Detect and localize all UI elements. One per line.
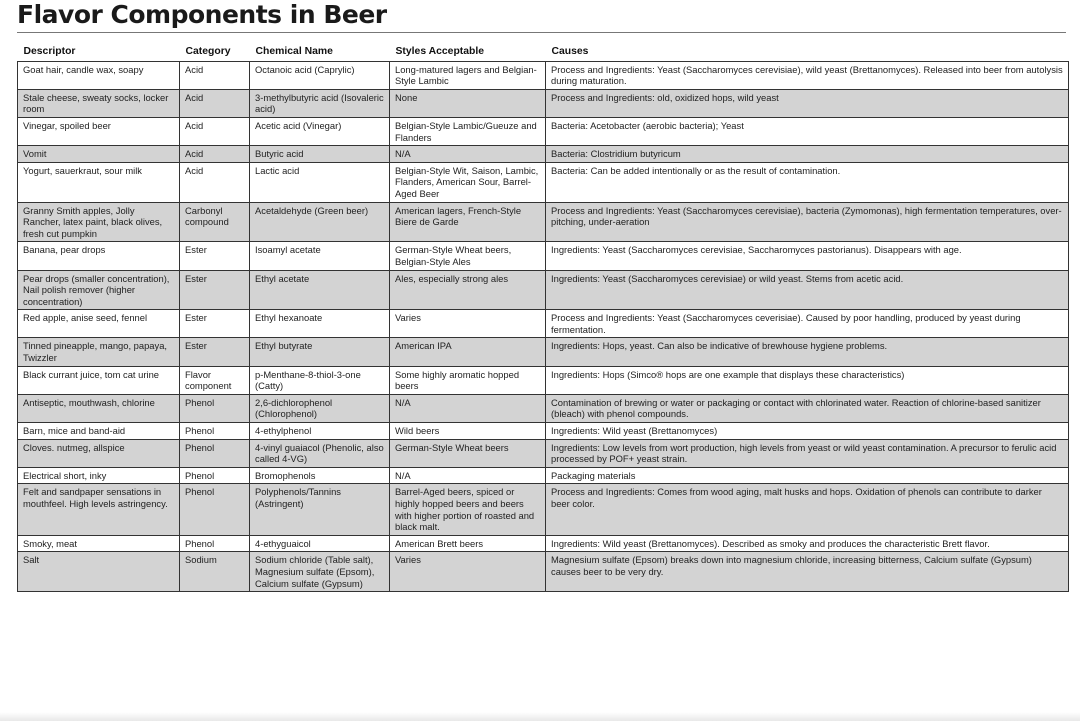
descriptor-cell: Felt and sandpaper sensations in mouthfeel. High levels astringency. bbox=[18, 484, 180, 535]
chemical-name-cell: Lactic acid bbox=[250, 162, 390, 202]
chemical-name-cell: 3-methylbutyric acid (Isovaleric acid) bbox=[250, 89, 390, 117]
category-cell: Phenol bbox=[180, 484, 250, 535]
table-row bbox=[18, 146, 1069, 163]
chemical-name-cell: Ethyl butyrate bbox=[250, 338, 390, 366]
styles-cell: Varies bbox=[390, 310, 546, 338]
causes-cell: Ingredients: Hops, yeast. Can also be indicative of brewhouse hygiene problems. bbox=[546, 338, 1069, 366]
causes-cell: Ingredients: Hops (Simco® hops are one example that displays these characteristics) bbox=[546, 366, 1069, 394]
descriptor-cell: Stale cheese, sweaty socks, locker room bbox=[18, 89, 180, 117]
styles-cell: N/A bbox=[390, 394, 546, 422]
causes-cell: Ingredients: Yeast (Saccharomyces cerevisiae, Saccharomyces pastorianus). Disappears with age. bbox=[546, 242, 1069, 270]
title-divider bbox=[17, 32, 1066, 33]
table-row bbox=[18, 117, 1069, 145]
causes-cell: Bacteria: Can be added intentionally or as the result of contamination. bbox=[546, 162, 1069, 202]
table-row bbox=[18, 366, 1069, 394]
descriptor-cell: Tinned pineapple, mango, papaya, Twizzler bbox=[18, 338, 180, 366]
category-cell: Ester bbox=[180, 242, 250, 270]
styles-cell: Long-matured lagers and Belgian-Style Lambic bbox=[390, 61, 546, 89]
descriptor-cell: Pear drops (smaller concentration), Nail polish remover (higher concentration) bbox=[18, 270, 180, 310]
descriptor-cell: Yogurt, sauerkraut, sour milk bbox=[18, 162, 180, 202]
causes-cell: Process and Ingredients: Yeast (Saccharomyces cerevisiae), wild yeast (Brettanomyces). Released into beer from autolysis during maturation. bbox=[546, 61, 1069, 89]
styles-cell: German-Style Wheat beers bbox=[390, 439, 546, 467]
table-row bbox=[18, 535, 1069, 552]
styles-cell: Belgian-Style Wit, Saison, Lambic, Flanders, American Sour, Barrel-Aged Beer bbox=[390, 162, 546, 202]
chemical-name-cell: Ethyl acetate bbox=[250, 270, 390, 310]
styles-cell: Varies bbox=[390, 552, 546, 592]
causes-cell: Packaging materials bbox=[546, 467, 1069, 484]
descriptor-cell: Barn, mice and band-aid bbox=[18, 423, 180, 440]
descriptor-cell: Goat hair, candle wax, soapy bbox=[18, 61, 180, 89]
category-cell: Acid bbox=[180, 162, 250, 202]
category-cell: Sodium bbox=[180, 552, 250, 592]
causes-cell: Ingredients: Yeast (Saccharomyces cerevisiae) or wild yeast. Stems from acetic acid. bbox=[546, 270, 1069, 310]
chemical-name-cell: Ethyl hexanoate bbox=[250, 310, 390, 338]
table-row bbox=[18, 552, 1069, 592]
causes-cell: Ingredients: Wild yeast (Brettanomyces). Described as smoky and produces the characteristic Brett flavor. bbox=[546, 535, 1069, 552]
causes-cell: Process and Ingredients: Yeast (Saccharomyces cerevisiae), bacteria (Zymomonas), high fermentation temperatures, over-pitching, under-aeration bbox=[546, 202, 1069, 242]
descriptor-cell: Cloves. nutmeg, allspice bbox=[18, 439, 180, 467]
chemical-name-cell: Polyphenols/Tannins (Astringent) bbox=[250, 484, 390, 535]
page-title: Flavor Components in Beer bbox=[17, 0, 387, 29]
descriptor-cell: Red apple, anise seed, fennel bbox=[18, 310, 180, 338]
styles-cell: N/A bbox=[390, 467, 546, 484]
category-cell: Acid bbox=[180, 61, 250, 89]
styles-cell: Wild beers bbox=[390, 423, 546, 440]
table-row bbox=[18, 242, 1069, 270]
column-header-descriptor: Descriptor bbox=[18, 44, 180, 61]
page-bottom-edge bbox=[0, 712, 1080, 721]
chemical-name-cell: 4-ethylphenol bbox=[250, 423, 390, 440]
styles-cell: Some highly aromatic hopped beers bbox=[390, 366, 546, 394]
category-cell: Phenol bbox=[180, 467, 250, 484]
causes-cell: Contamination of brewing or water or packaging or contact with chlorinated water. Reaction of chlorine-based sanitizer (bleach) with phenol compounds. bbox=[546, 394, 1069, 422]
styles-cell: Belgian-Style Lambic/Gueuze and Flanders bbox=[390, 117, 546, 145]
chemical-name-cell: Acetic acid (Vinegar) bbox=[250, 117, 390, 145]
category-cell: Ester bbox=[180, 338, 250, 366]
styles-cell: American IPA bbox=[390, 338, 546, 366]
styles-cell: German-Style Wheat beers, Belgian-Style Ales bbox=[390, 242, 546, 270]
chemical-name-cell: Isoamyl acetate bbox=[250, 242, 390, 270]
styles-cell: None bbox=[390, 89, 546, 117]
column-header-category: Category bbox=[180, 44, 250, 61]
descriptor-cell: Electrical short, inky bbox=[18, 467, 180, 484]
causes-cell: Ingredients: Low levels from wort production, high levels from yeast or wild yeast contamination. A precursor to ferulic acid processed by POF+ yeast strain. bbox=[546, 439, 1069, 467]
chemical-name-cell: 4-ethyguaicol bbox=[250, 535, 390, 552]
descriptor-cell: Antiseptic, mouthwash, chlorine bbox=[18, 394, 180, 422]
causes-cell: Bacteria: Acetobacter (aerobic bacteria); Yeast bbox=[546, 117, 1069, 145]
category-cell: Ester bbox=[180, 310, 250, 338]
table-row bbox=[18, 162, 1069, 202]
table-row bbox=[18, 467, 1069, 484]
table-body bbox=[18, 61, 1069, 592]
styles-cell: N/A bbox=[390, 146, 546, 163]
chemical-name-cell: 4-vinyl guaiacol (Phenolic, also called 4-VG) bbox=[250, 439, 390, 467]
table-row bbox=[18, 61, 1069, 89]
descriptor-cell: Smoky, meat bbox=[18, 535, 180, 552]
causes-cell: Bacteria: Clostridium butyricum bbox=[546, 146, 1069, 163]
column-header-chemical-name: Chemical Name bbox=[250, 44, 390, 61]
column-header-styles-acceptable: Styles Acceptable bbox=[390, 44, 546, 61]
chemical-name-cell: Butyric acid bbox=[250, 146, 390, 163]
category-cell: Carbonyl compound bbox=[180, 202, 250, 242]
category-cell: Phenol bbox=[180, 535, 250, 552]
table-row bbox=[18, 439, 1069, 467]
causes-cell: Process and Ingredients: Yeast (Saccharomyces ceverisiae). Caused by poor handling, produced by yeast during fermentation. bbox=[546, 310, 1069, 338]
chemical-name-cell: Acetaldehyde (Green beer) bbox=[250, 202, 390, 242]
table-row bbox=[18, 89, 1069, 117]
table-row bbox=[18, 310, 1069, 338]
table-row bbox=[18, 394, 1069, 422]
table-header-row bbox=[18, 44, 1069, 61]
descriptor-cell: Vomit bbox=[18, 146, 180, 163]
descriptor-cell: Granny Smith apples, Jolly Rancher, latex paint, black olives, fresh cut pumpkin bbox=[18, 202, 180, 242]
category-cell: Acid bbox=[180, 89, 250, 117]
styles-cell: Ales, especially strong ales bbox=[390, 270, 546, 310]
causes-cell: Ingredients: Wild yeast (Brettanomyces) bbox=[546, 423, 1069, 440]
category-cell: Phenol bbox=[180, 423, 250, 440]
category-cell: Ester bbox=[180, 270, 250, 310]
styles-cell: American lagers, French-Style Biere de Garde bbox=[390, 202, 546, 242]
chemical-name-cell: 2,6-dichlorophenol (Chlorophenol) bbox=[250, 394, 390, 422]
chemical-name-cell: Octanoic acid (Caprylic) bbox=[250, 61, 390, 89]
chemical-name-cell: Sodium chloride (Table salt), Magnesium sulfate (Epsom), Calcium sulfate (Gypsum) bbox=[250, 552, 390, 592]
descriptor-cell: Black currant juice, tom cat urine bbox=[18, 366, 180, 394]
table-row bbox=[18, 484, 1069, 535]
category-cell: Flavor component bbox=[180, 366, 250, 394]
causes-cell: Magnesium sulfate (Epsom) breaks down into magnesium chloride, increasing bitterness, Calcium sulfate (Gypsum) causes beer to be very dry. bbox=[546, 552, 1069, 592]
category-cell: Acid bbox=[180, 117, 250, 145]
table-row bbox=[18, 202, 1069, 242]
styles-cell: American Brett beers bbox=[390, 535, 546, 552]
category-cell: Acid bbox=[180, 146, 250, 163]
chemical-name-cell: Bromophenols bbox=[250, 467, 390, 484]
category-cell: Phenol bbox=[180, 439, 250, 467]
styles-cell: Barrel-Aged beers, spiced or highly hopped beers and beers with higher portion of roasted and black malt. bbox=[390, 484, 546, 535]
descriptor-cell: Banana, pear drops bbox=[18, 242, 180, 270]
category-cell: Phenol bbox=[180, 394, 250, 422]
flavor-table bbox=[17, 44, 1069, 592]
chemical-name-cell: p-Menthane-8-thiol-3-one (Catty) bbox=[250, 366, 390, 394]
column-header-causes: Causes bbox=[546, 44, 1069, 61]
descriptor-cell: Vinegar, spoiled beer bbox=[18, 117, 180, 145]
table-row bbox=[18, 338, 1069, 366]
causes-cell: Process and Ingredients: old, oxidized hops, wild yeast bbox=[546, 89, 1069, 117]
table-row bbox=[18, 270, 1069, 310]
table-row bbox=[18, 423, 1069, 440]
descriptor-cell: Salt bbox=[18, 552, 180, 592]
causes-cell: Process and Ingredients: Comes from wood aging, malt husks and hops. Oxidation of phenols can contribute to darker beer color. bbox=[546, 484, 1069, 535]
